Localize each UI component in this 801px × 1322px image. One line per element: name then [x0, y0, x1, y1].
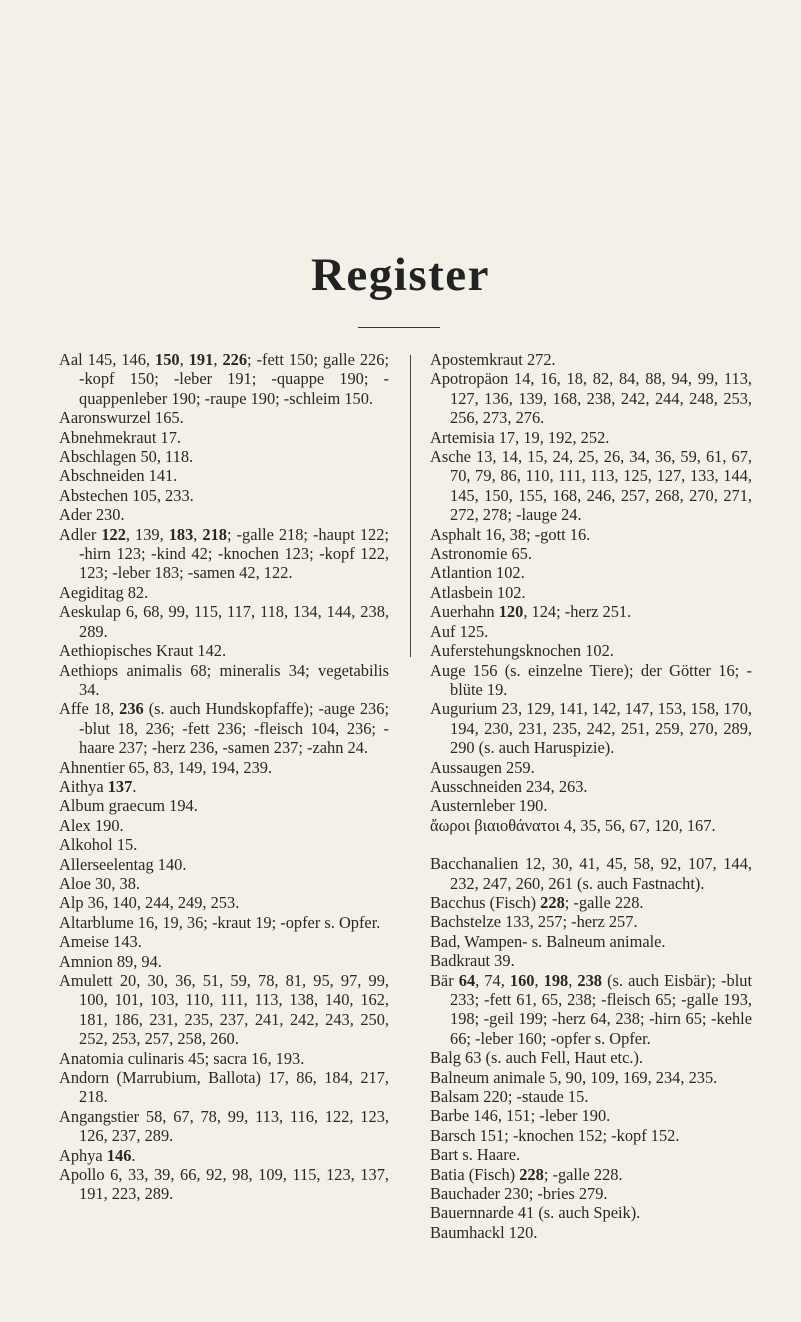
index-entry: Aithya 137.: [59, 776, 137, 796]
index-entry: Bad, Wampen- s. Balneum animale.: [430, 931, 666, 951]
index-entry: Austernleber 190.: [430, 796, 548, 816]
index-entry: Amnion 89, 94.: [59, 951, 162, 971]
index-entry: Asche 13, 14, 15, 24, 25, 26, 34, 36, 59, 61, 67, 70, 79, 86, 110, 111, 113, 125, 127, 133, 144, 145, 150, 155, 168, 246, 257, 268, 270, 271, 272, 278; -lauge 24.: [430, 447, 752, 525]
index-entry: Bart s. Haare.: [430, 1145, 521, 1165]
index-entry: Balneum animale 5, 90, 109, 169, 234, 235.: [430, 1067, 718, 1087]
index-entry: Aloe 30, 38.: [59, 873, 141, 893]
index-entry: Ausschneiden 234, 263.: [430, 776, 588, 796]
index-entry: Altarblume 16, 19, 36; -kraut 19; -opfer s. Opfer.: [59, 912, 381, 932]
index-entry: Aaronswurzel 165.: [59, 408, 184, 428]
index-entry: Aussaugen 259.: [430, 757, 535, 777]
index-entry: Anatomia culinaris 45; sacra 16, 193.: [59, 1048, 305, 1068]
index-entry: Aal 145, 146, 150, 191, 226; -fett 150; galle 226; -kopf 150; -leber 191; -quappe 190; -quappenleber 190; -raupe 190; -schleim 150.: [59, 350, 390, 408]
index-entry: Auerhahn 120, 124; -herz 251.: [430, 602, 632, 622]
index-entry: Angangstier 58, 67, 78, 99, 113, 116, 122, 123, 126, 237, 289.: [59, 1106, 389, 1146]
index-entry: Ameise 143.: [59, 932, 142, 952]
index-entry: Balsam 220; -staude 15.: [430, 1087, 589, 1107]
index-entry: Abschneiden 141.: [59, 466, 178, 486]
index-entry: Bauchader 230; -bries 279.: [430, 1184, 608, 1204]
index-entry: Andorn (Marrubium, Ballota) 17, 86, 184, 217, 218.: [59, 1068, 389, 1107]
index-entry: Aethiops animalis 68; mineralis 34; vegetabilis 34.: [59, 660, 389, 699]
index-entry: Bauernnarde 41 (s. auch Speik).: [430, 1203, 641, 1223]
index-entry: Bacchus (Fisch) 228; -galle 228.: [430, 892, 644, 912]
index-entry: Badkraut 39.: [430, 951, 515, 971]
index-entry: Barsch 151; -knochen 152; -kopf 152.: [430, 1125, 680, 1145]
index-entry: Ader 230.: [59, 505, 125, 525]
index-entry: Atlantion 102.: [430, 563, 525, 583]
index-entry: Auf 125.: [430, 621, 489, 641]
index-entry: Batia (Fisch) 228; -galle 228.: [430, 1164, 623, 1184]
index-entry: Alp 36, 140, 244, 249, 253.: [59, 893, 240, 913]
index-entry: Abstechen 105, 233.: [59, 485, 194, 505]
index-entry: Auge 156 (s. einzelne Tiere); der Götter 16; -blüte 19.: [430, 660, 752, 699]
index-entry: Bacchanalien 12, 30, 41, 45, 58, 92, 107, 144, 232, 247, 260, 261 (s. auch Fastnacht).: [430, 854, 752, 893]
page-title: Register: [310, 249, 491, 301]
index-entry: Apollo 6, 33, 39, 66, 92, 98, 109, 115, 123, 137, 191, 223, 289.: [59, 1165, 389, 1204]
index-entry: Album graecum 194.: [59, 796, 198, 816]
index-entry: Alkohol 15.: [59, 835, 138, 855]
index-entry: Balg 63 (s. auch Fell, Haut etc.).: [430, 1048, 644, 1068]
column-divider: [410, 355, 411, 657]
index-entry: Apostemkraut 272.: [430, 350, 556, 369]
index-entry: Abschlagen 50, 118.: [59, 447, 194, 467]
index-entry: Amulett 20, 30, 36, 51, 59, 78, 81, 95, 97, 99, 100, 101, 103, 110, 111, 113, 138, 140, 162, 181, 186, 231, 235, 237, 241, 242, 243, 250, 252, 253, 257, 258, 260.: [59, 971, 389, 1049]
index-entry: Auferstehungsknochen 102.: [430, 641, 614, 661]
index-entry: Barbe 146, 151; -leber 190.: [430, 1106, 611, 1126]
index-entry: Alex 190.: [59, 815, 124, 835]
index-entry: Aphya 146.: [59, 1145, 136, 1165]
index-entry: Baumhackl 120.: [430, 1222, 538, 1242]
index-entry: Allerseelentag 140.: [59, 854, 187, 874]
index-entry: Adler 122, 139, 183, 218; -galle 218; -haupt 122; -hirn 123; -kind 42; -knochen 123; -kopf 122, 123; -leber 183; -samen 42, 122.: [59, 524, 389, 583]
left-column: [59, 350, 389, 1204]
index-entry: Astronomie 65.: [430, 544, 532, 564]
index-entry: Ahnentier 65, 83, 149, 194, 239.: [59, 757, 273, 777]
index-entry: Aethiopisches Kraut 142.: [59, 641, 227, 661]
title-rule: [358, 327, 440, 328]
right-column: [430, 350, 752, 1242]
index-entry: Artemisia 17, 19, 192, 252.: [430, 427, 610, 447]
index-entry: Augurium 23, 129, 141, 142, 147, 153, 158, 170, 194, 230, 231, 235, 242, 251, 259, 270, 289, 290 (s. auch Haruspizie).: [430, 699, 752, 758]
index-entry: Bachstelze 133, 257; -herz 257.: [430, 912, 638, 932]
index-entry: Aegiditag 82.: [59, 582, 149, 602]
index-entry: Asphalt 16, 38; -gott 16.: [430, 524, 591, 544]
index-entry: Abnehmekraut 17.: [59, 427, 181, 447]
index-entry: ἄωροι βιαιοθάνατοι 4, 35, 56, 67, 120, 167.: [430, 815, 716, 835]
index-entry: Apotropäon 14, 16, 18, 82, 84, 88, 94, 99, 113, 127, 136, 139, 168, 238, 242, 244, 248, 253, 256, 273, 276.: [430, 369, 752, 428]
index-entry: Atlasbein 102.: [430, 582, 526, 602]
index-entry: Bär 64, 74, 160, 198, 238 (s. auch Eisbär); -blut 233; -fett 61, 65, 238; -fleisch 65; -galle 193, 198; -geil 199; -herz 64, 238; -hirn 65; -kehle 66; -leber 160; -opfer s. Opfer.: [430, 970, 753, 1048]
index-entry: Aeskulap 6, 68, 99, 115, 117, 118, 134, 144, 238, 289.: [59, 602, 389, 641]
index-entry: Affe 18, 236 (s. auch Hundskopfaffe); -auge 236; -blut 18, 236; -fett 236; -fleisch 104, 236; -haare 237; -herz 236, -samen 237; -zahn 24.: [59, 699, 389, 758]
